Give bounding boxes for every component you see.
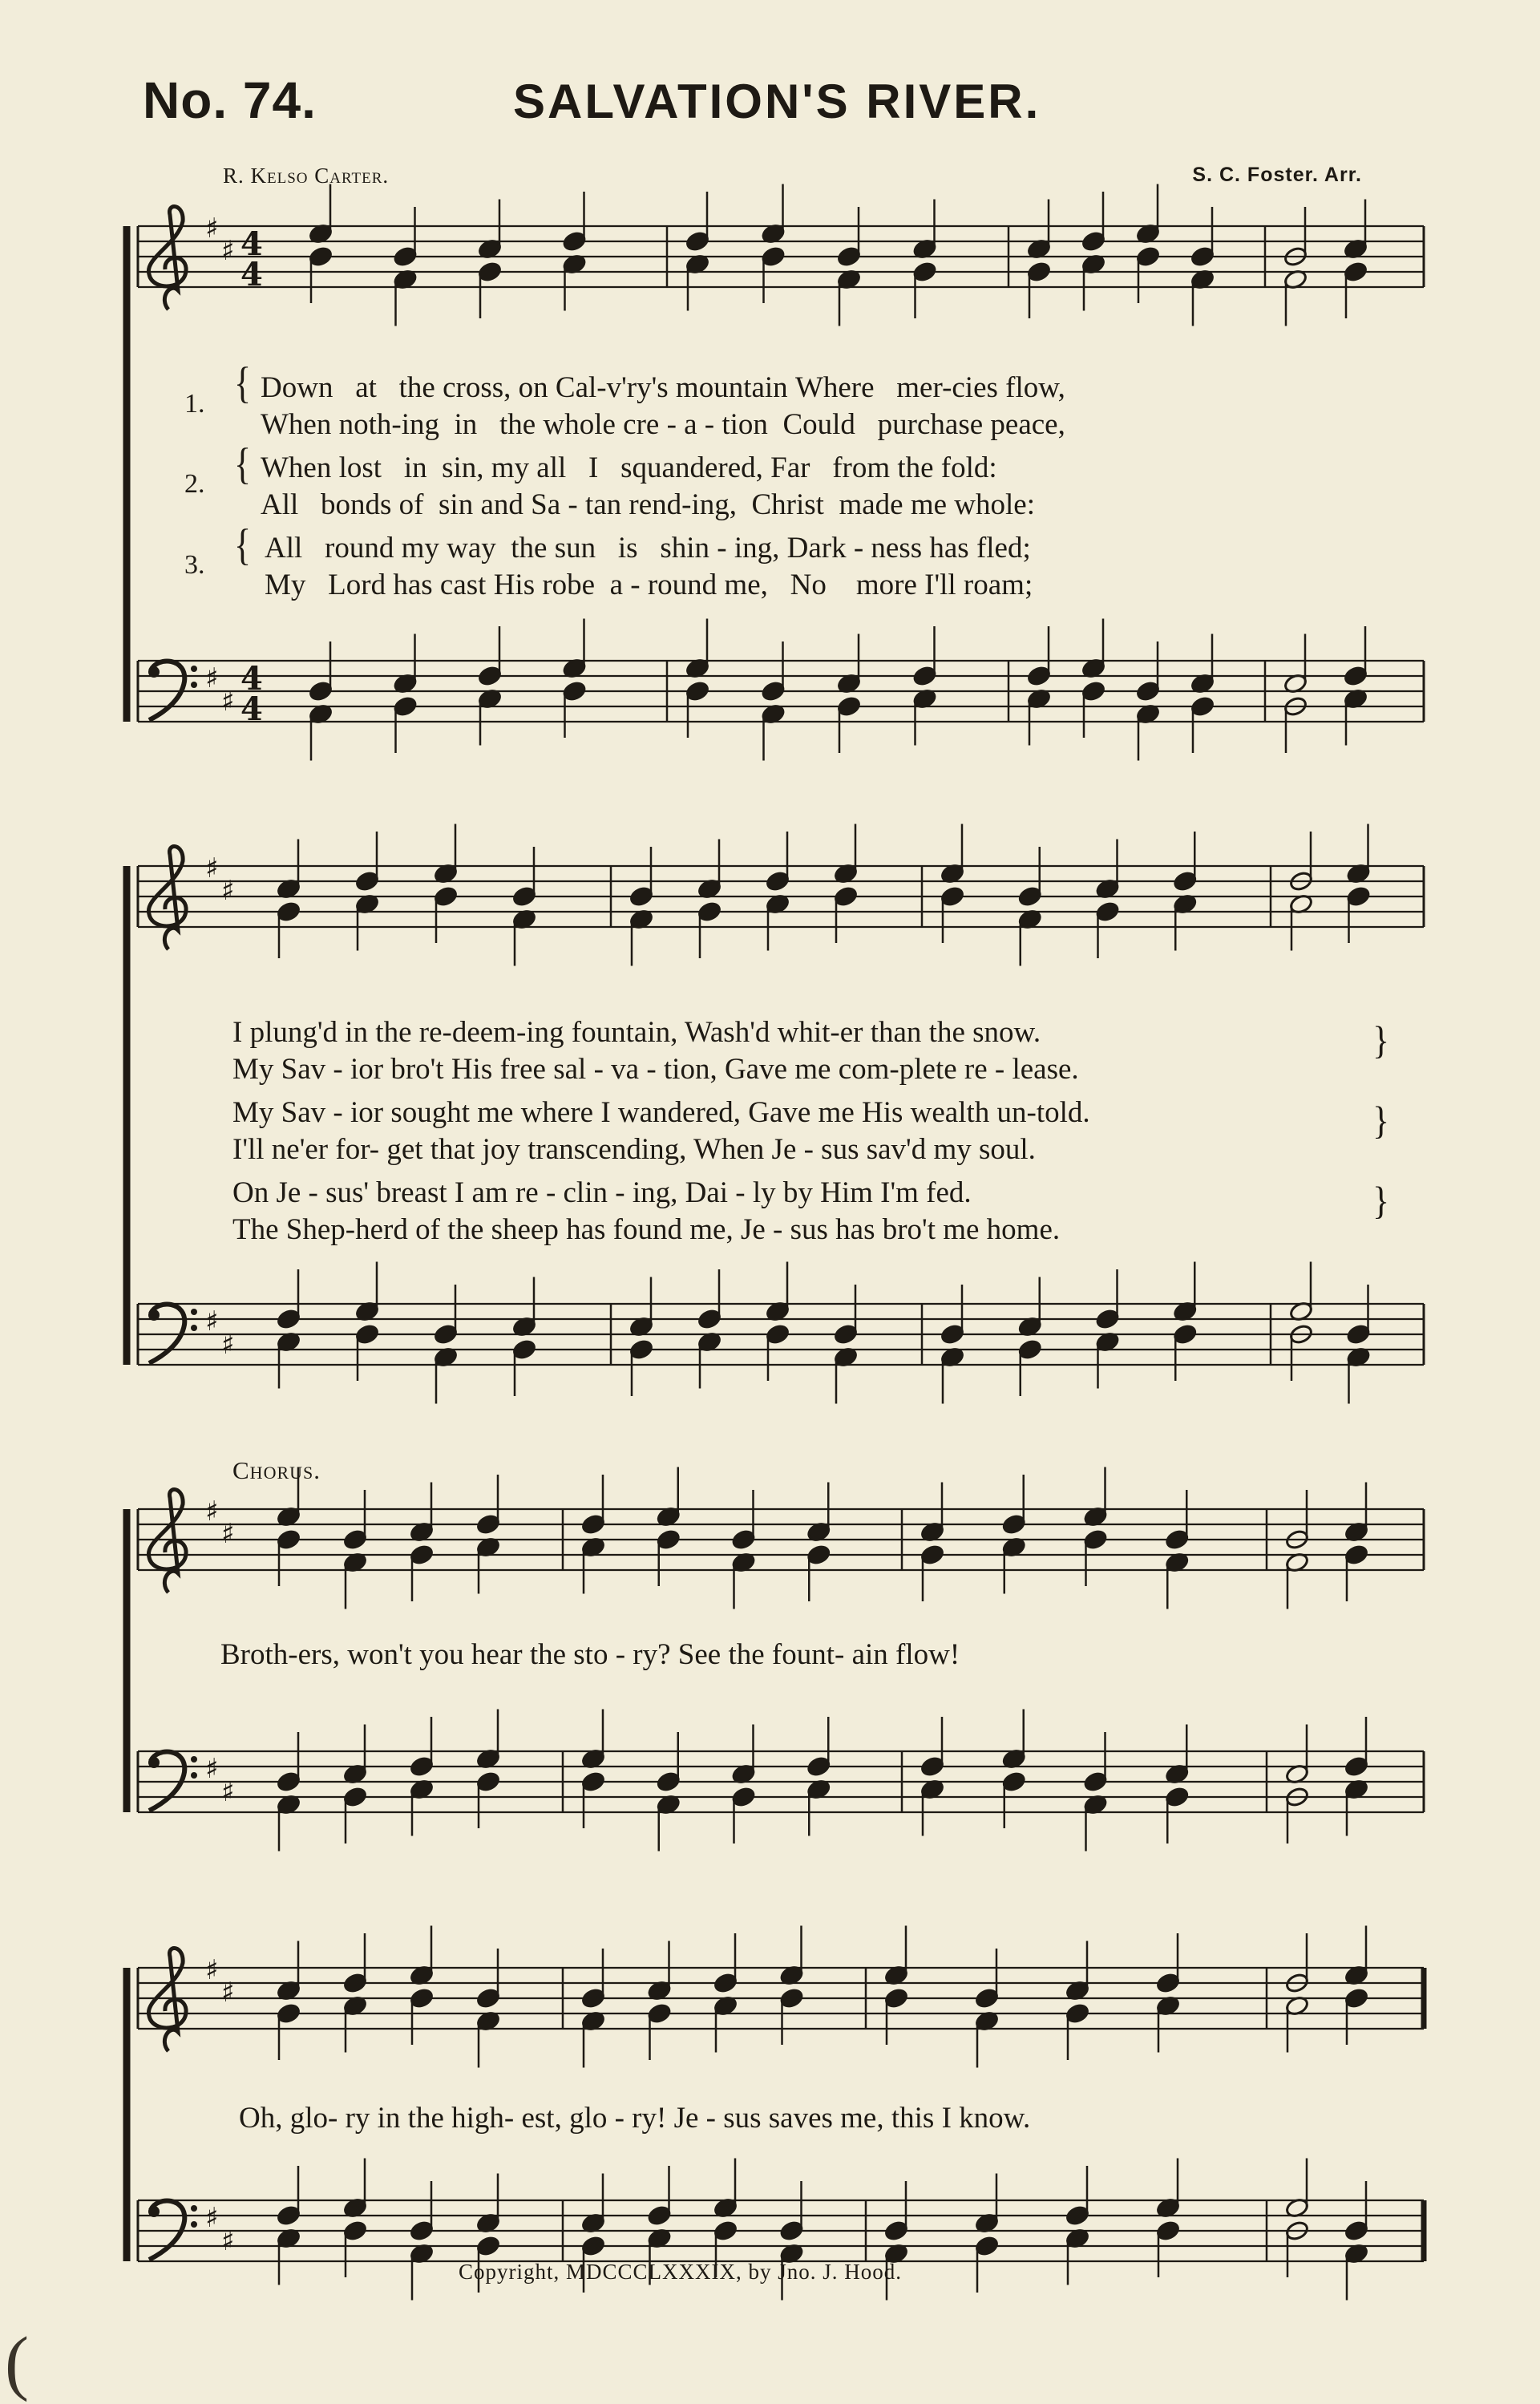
lyric-word: All: [261, 488, 299, 521]
time-signature: 4: [240, 256, 263, 293]
treble-clef: [148, 1949, 186, 2051]
continuation-line: I'll ne'er for- get that joy transcending, When Je - sus sav'd my soul.: [232, 1133, 1036, 1166]
verse-brace: {: [234, 520, 252, 570]
continuation-line: On Je - sus' breast I am re - clin - ing, Dai - ly by Him I'm fed.: [232, 1176, 972, 1209]
lyric-word: made me whole:: [839, 488, 1035, 521]
sharp-sign: ♯: [221, 1977, 235, 2009]
lyric-word: the whole cre: [499, 408, 660, 441]
lyricist-credit: R. Kelso Carter.: [223, 164, 390, 188]
verse-brace: {: [1372, 1018, 1390, 1062]
lyric-word: When noth-ing: [261, 408, 439, 441]
chorus-label: Chorus.: [232, 1456, 321, 1484]
continuation-line: My Sav - ior sought me where I wandered, Gave me His wealth un-told.: [232, 1096, 1090, 1129]
sharp-sign: ♯: [205, 662, 219, 694]
bass-clef-dot: [148, 1757, 160, 1768]
lyric-word: bonds of: [321, 488, 424, 521]
sharp-sign: ♯: [221, 2225, 235, 2257]
verse-3-line-1: [265, 531, 1031, 565]
continuation-line: The Shep-herd of the sheep has found me, Je - sus has bro't me home.: [232, 1213, 1061, 1246]
lyric-word: My: [265, 569, 306, 601]
verse-2-line-1: [261, 451, 997, 485]
sharp-sign: ♯: [205, 1753, 219, 1785]
lyric-word: All: [265, 532, 303, 565]
sharp-sign: ♯: [205, 1305, 219, 1338]
bass-clef-dot: [191, 666, 197, 672]
verse-brace: {: [1372, 1179, 1390, 1223]
verse-number: 2.: [184, 469, 205, 499]
sharp-sign: ♯: [205, 1495, 219, 1528]
bass-clef-dot: [191, 2205, 197, 2212]
lyric-word: mer-cies flow,: [896, 371, 1065, 404]
bass-clef-dot: [191, 1325, 197, 1331]
bass-clef-dot: [148, 1309, 160, 1321]
lyric-word: shin - ing, Dark: [660, 532, 847, 565]
continuation-line: I plung'd in the re-deem-ing fountain, Wash'd whit-er than the snow.: [232, 1016, 1041, 1049]
verse-3-line-2: [265, 568, 1033, 602]
page-edge-mark: (: [5, 2323, 29, 2402]
lyric-word: Christ: [751, 488, 824, 521]
bass-clef-dot: [148, 2206, 160, 2217]
bass-clef-dot: [191, 1756, 197, 1763]
lyric-word: Where: [794, 371, 875, 404]
bass-clef-dot: [191, 1772, 197, 1779]
verse-1-line-2: [261, 407, 1065, 442]
sharp-sign: ♯: [221, 1776, 235, 1808]
treble-clef: [148, 1490, 186, 1593]
hymn-title: SALVATION'S RIVER.: [513, 75, 1041, 128]
sharp-sign: ♯: [205, 1954, 219, 1986]
lyric-word: a - round me,: [609, 569, 768, 601]
bass-clef-dot: [148, 666, 160, 678]
lyric-word: - a - tion: [666, 408, 768, 441]
lyric-word: Lord has cast: [328, 569, 487, 601]
treble-clef: [148, 847, 186, 949]
lyric-word: I: [588, 451, 599, 484]
sharp-sign: ♯: [221, 235, 235, 267]
composer-credit: S. C. Foster. Arr.: [1192, 164, 1362, 186]
chorus-line-1: Broth-ers, won't you hear the sto - ry? See the fount- ain flow!: [220, 1638, 960, 1671]
copyright-notice: Copyright, MDCCCLXXXIX, by Jno. J. Hood.: [459, 2260, 903, 2284]
sharp-sign: ♯: [205, 852, 219, 884]
verse-number: 3.: [184, 550, 205, 580]
sharp-sign: ♯: [205, 2202, 219, 2234]
sharp-sign: ♯: [221, 1518, 235, 1550]
bass-clef-dot: [191, 1309, 197, 1315]
hymn-number: No. 74.: [143, 71, 317, 129]
sharp-sign: ♯: [221, 1329, 235, 1361]
verse-brace: {: [234, 358, 252, 408]
lyric-word: round my way: [325, 532, 496, 565]
sharp-sign: ♯: [221, 875, 235, 907]
lyric-word: at: [355, 371, 377, 404]
time-signature: 4: [240, 225, 263, 263]
lyric-word: the sun: [511, 532, 596, 565]
sharp-sign: ♯: [205, 212, 219, 245]
lyric-word: - tan rend-ing,: [568, 488, 737, 521]
lyric-word: purchase peace,: [877, 408, 1065, 441]
continuation-line: My Sav - ior bro't His free sal - va - tion, Gave me com-plete re - lease.: [232, 1053, 1079, 1086]
bass-clef-dot: [191, 682, 197, 688]
verse-number: 1.: [184, 389, 205, 419]
lyric-word: in: [403, 451, 427, 484]
verse-brace: {: [234, 439, 252, 489]
time-signature: 4: [240, 660, 263, 698]
lyric-word: - ness has fled;: [853, 532, 1031, 565]
lyric-word: Down: [261, 371, 333, 404]
lyric-word: in: [454, 408, 478, 441]
lyric-word: the cross, on: [398, 371, 548, 404]
lyric-word: Cal-v'ry's mountain: [555, 371, 788, 404]
lyric-word: squandered, Far: [620, 451, 810, 484]
lyric-word: sin and Sa: [439, 488, 561, 521]
bass-clef-dot: [191, 2221, 197, 2228]
verse-1-line-1: [261, 370, 1065, 405]
chorus-line-2: Oh, glo- ry in the high- est, glo - ry! Je - sus saves me, this I know.: [239, 2102, 1031, 2135]
lyric-word: When lost: [261, 451, 382, 484]
treble-clef: [148, 207, 186, 310]
lyric-word: No: [790, 569, 827, 601]
time-signature: 4: [240, 690, 263, 728]
lyric-word: more I'll roam;: [855, 569, 1033, 601]
lyric-word: sin, my all: [442, 451, 567, 484]
sharp-sign: ♯: [221, 686, 235, 718]
lyric-word: Could: [782, 408, 855, 441]
verse-2-line-2: [261, 488, 1035, 522]
lyric-word: His robe: [493, 569, 596, 601]
lyric-word: is: [617, 532, 638, 565]
lyric-word: from the fold:: [832, 451, 997, 484]
verse-brace: {: [1372, 1099, 1390, 1143]
